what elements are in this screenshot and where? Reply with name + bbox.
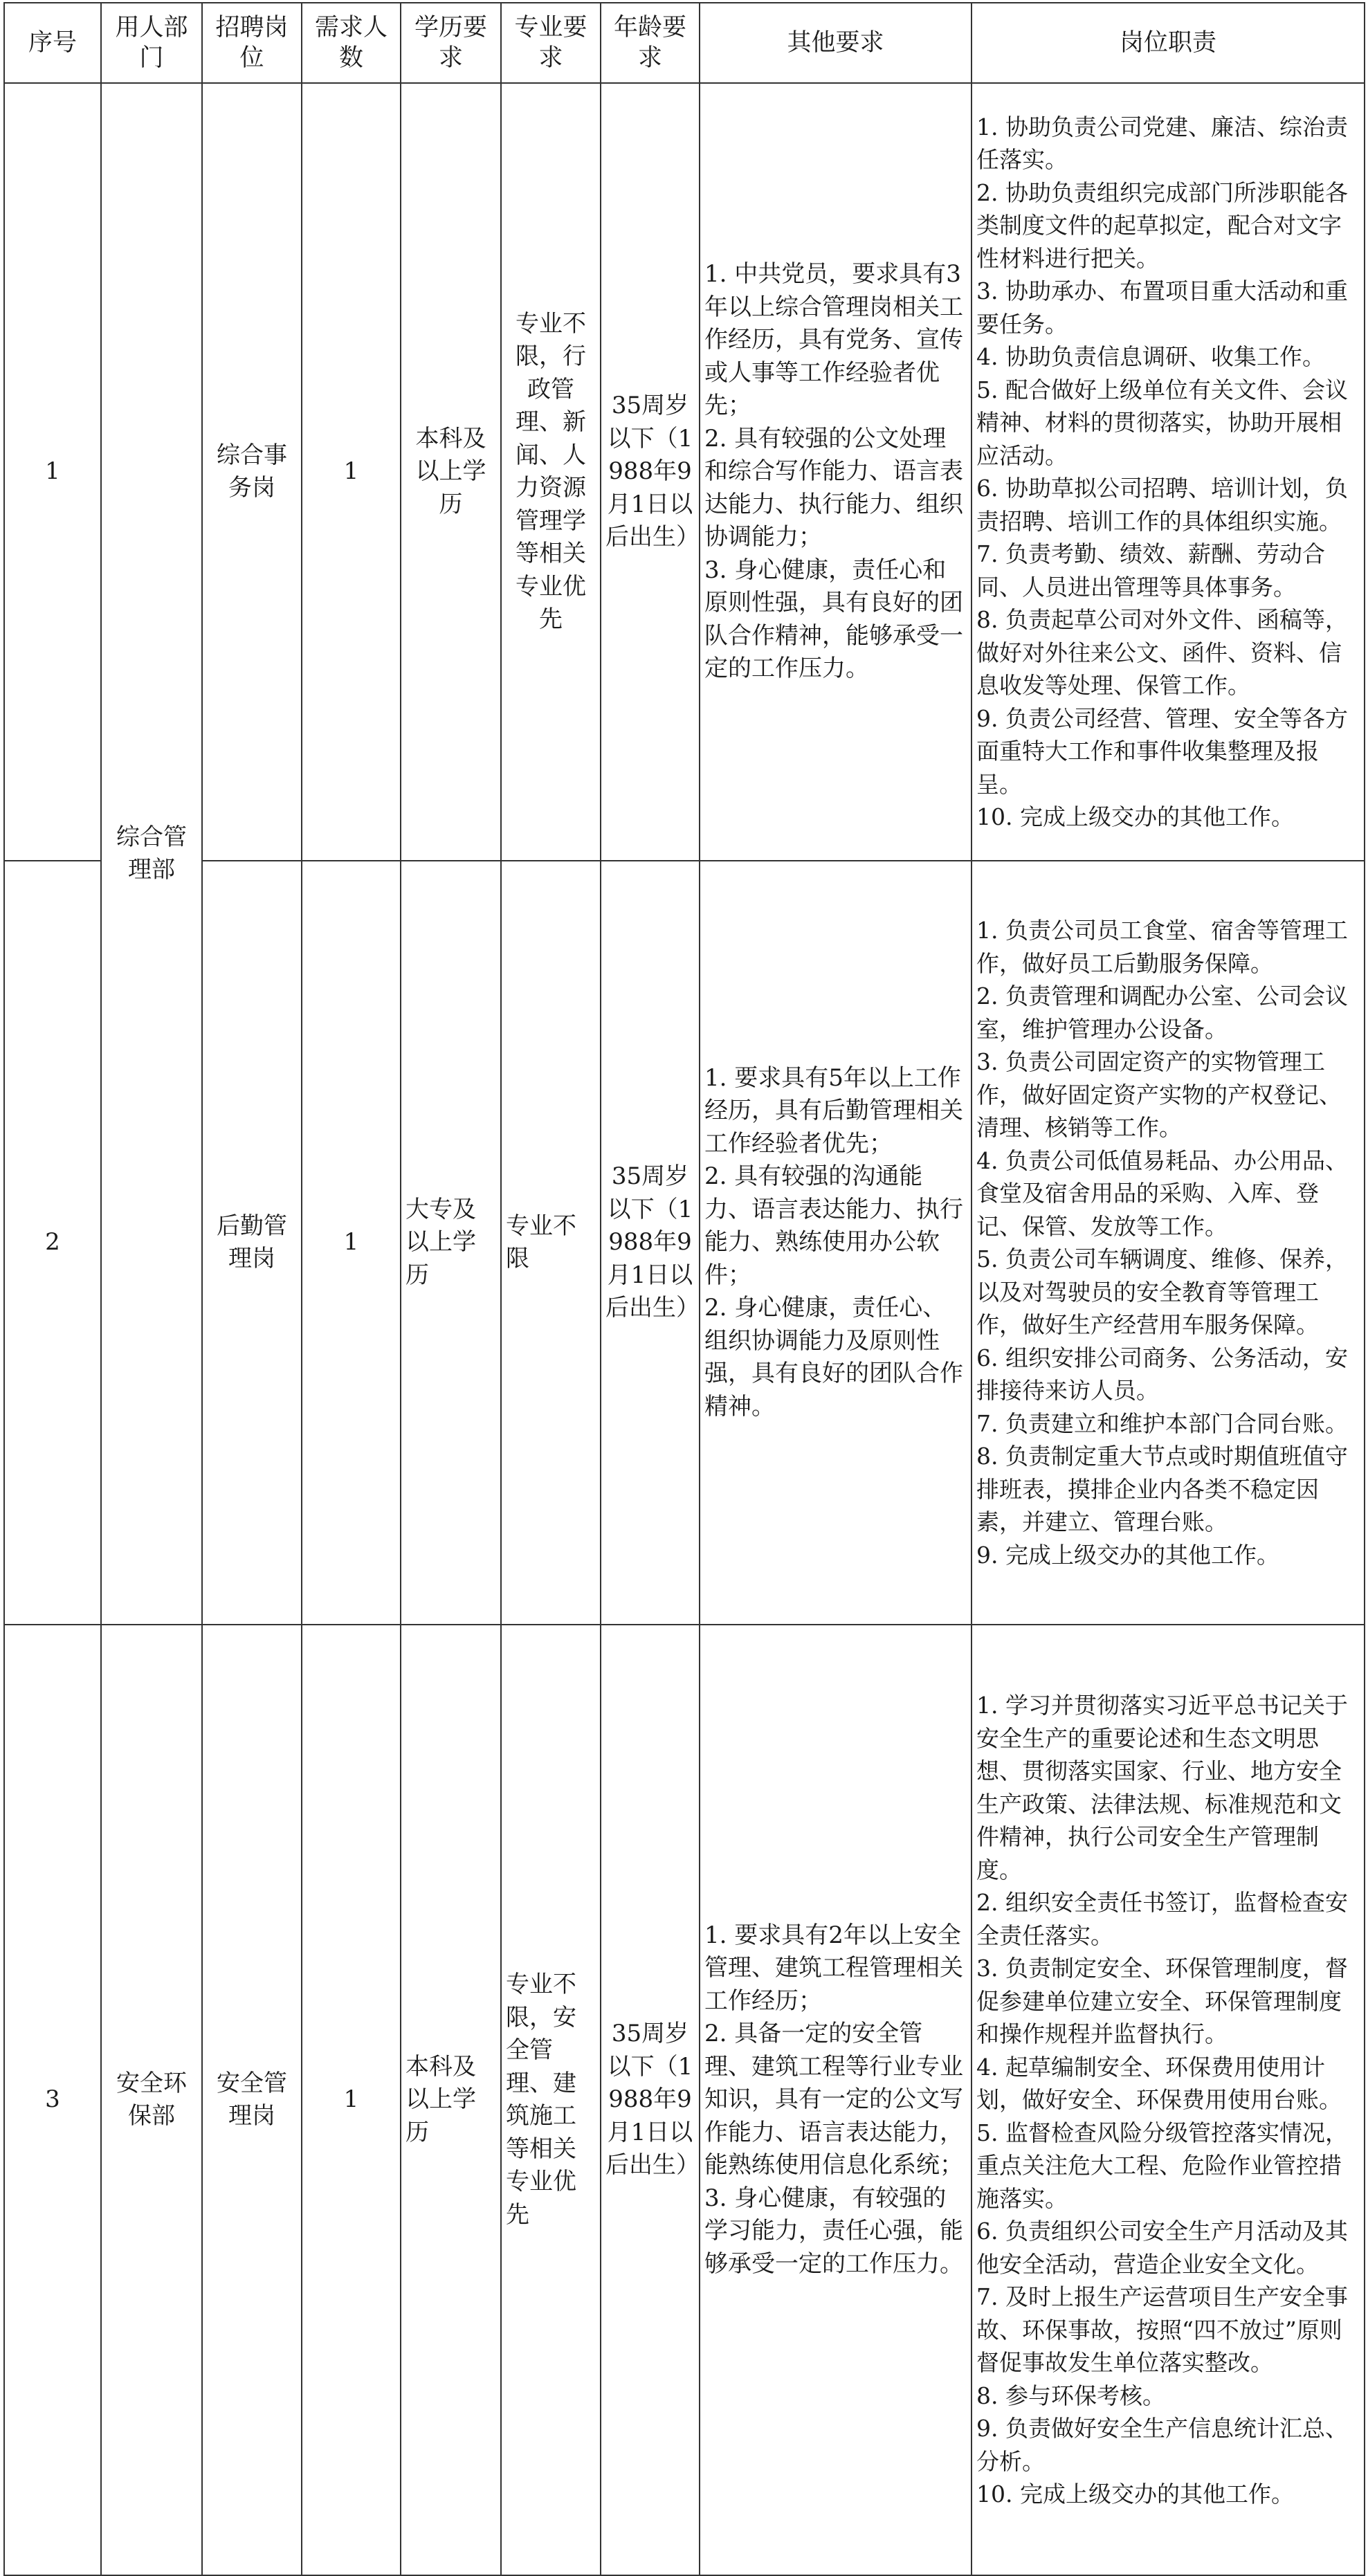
header-other: 其他要求 [700, 3, 972, 83]
duty-item: 2. 负责管理和调配办公室、公司会议室，维护管理办公设备。 [976, 983, 1348, 1043]
header-dept: 用人部门 [101, 3, 202, 83]
row-age: 35周岁以下（1988年9月1日以后出生） [601, 83, 700, 861]
row-duties [972, 1625, 1365, 2575]
duty-item: 4. 负责公司低值易耗品、办公用品、食堂及宿舍用品的采购、入库、登记、保管、发放等工作。 [976, 1147, 1348, 1240]
duty-item: 8. 负责起草公司对外文件、函稿等，做好对外往来公文、函件、资料、信息收发等处理、保管工作。 [976, 606, 1348, 699]
table-row [4, 1625, 1365, 2575]
row-duties [972, 861, 1365, 1625]
row-major: 专业不限 [501, 861, 601, 1625]
duty-item: 10. 完成上级交办的其他工作。 [976, 2481, 1294, 2508]
row-major: 专业不限，行政管理、新闻、人力资源管理学等相关专业优先 [501, 83, 601, 861]
duty-item: 9. 负责公司经营、管理、安全等各方面重特大工作和事件收集整理及报呈。 [976, 704, 1348, 798]
row-other-requirements [700, 1625, 972, 2575]
duty-item: 7. 负责考勤、绩效、薪酬、劳动合同、人员进出管理等具体事务。 [976, 540, 1325, 601]
header-count: 需求人数 [302, 3, 401, 83]
header-education: 学历要求 [401, 3, 501, 83]
duty-item: 3. 负责制定安全、环保管理制度，督促参建单位建立安全、环保管理制度和操作规程并监督执行。 [976, 1955, 1348, 2048]
row-count: 1 [302, 861, 401, 1625]
recruitment-table [3, 2, 1365, 2576]
row-other-requirements [700, 861, 972, 1625]
row-age: 35周岁以下（1988年9月1日以后出生） [601, 861, 700, 1625]
row-no: 2 [4, 861, 101, 1625]
duty-item: 5. 负责公司车辆调度、维修、保养，以及对驾驶员的安全教育等管理工作，做好生产经营用车服务保障。 [976, 1245, 1348, 1338]
duty-item: 3. 协助承办、布置项目重大活动和重要任务。 [976, 277, 1348, 338]
duty-item: 9. 完成上级交办的其他工作。 [976, 1541, 1279, 1569]
row-position: 安全管理岗 [202, 1625, 302, 2575]
duty-item: 6. 组织安排公司商务、公务活动，安排接待来访人员。 [976, 1344, 1348, 1404]
header-row [4, 3, 1365, 83]
row-education: 本科及以上学历 [401, 83, 501, 861]
duty-item: 4. 起草编制安全、环保费用使用计划，做好安全、环保费用使用台账。 [976, 2053, 1342, 2114]
duty-item: 6. 负责组织公司安全生产月活动及其他安全活动，营造企业安全文化。 [976, 2218, 1348, 2278]
row-age: 35周岁以下（1988年9月1日以后出生） [601, 1625, 700, 2575]
row-other-requirements [700, 83, 972, 861]
header-age: 年龄要求 [601, 3, 700, 83]
duty-item: 8. 参与环保考核。 [976, 2382, 1165, 2409]
table-row [4, 861, 1365, 1625]
duty-item: 10. 完成上级交办的其他工作。 [976, 803, 1294, 830]
duty-item: 4. 协助负责信息调研、收集工作。 [976, 343, 1325, 370]
duty-item: 1. 学习并贯彻落实习近平总书记关于安全生产的重要论述和生态文明思想、贯彻落实国家、行业、地方安全生产政策、法律法规、标准规范和文件精神，执行公司安全生产管理制度。 [976, 1692, 1348, 1883]
row-count: 1 [302, 83, 401, 861]
duty-item: 3. 负责公司固定资产的实物管理工作，做好固定资产实物的产权登记、清理、核销等工作。 [976, 1048, 1342, 1141]
row-position: 综合事务岗 [202, 83, 302, 861]
row-duties [972, 83, 1365, 861]
duty-item: 7. 及时上报生产运营项目生产安全事故、环保事故，按照“四不放过”原则督促事故发生单位落实整改。 [976, 2283, 1348, 2377]
row-count: 1 [302, 1625, 401, 2575]
duty-item: 5. 监督检查风险分级管控落实情况，重点关注危大工程、危险作业管控措施落实。 [976, 2119, 1348, 2212]
requirement-item: 1. 中共党员，要求具有3年以上综合管理岗相关工作经历，具有党务、宣传或人事等工作经验者优先； [704, 260, 963, 420]
requirement-item: 2. 具有较强的公文处理和综合写作能力、语言表达能力、执行能力、组织协调能力； [704, 424, 963, 551]
duty-item: 2. 组织安全责任书签订，监督检查安全责任落实。 [976, 1889, 1348, 1949]
row-no: 3 [4, 1625, 101, 2575]
duty-item: 2. 协助负责组织完成部门所涉职能各类制度文件的起草拟定，配合对文字性材料进行把关。 [976, 179, 1348, 272]
duty-item: 5. 配合做好上级单位有关文件、会议精神、材料的贯彻落实，协助开展相应活动。 [976, 376, 1348, 469]
requirement-item: 2. 具备一定的安全管理、建筑工程等行业专业知识，具有一定的公文写作能力、语言表达能力，能熟练使用信息化系统； [704, 2020, 963, 2180]
duty-item: 7. 负责建立和维护本部门合同台账。 [976, 1409, 1348, 1437]
duty-item: 6. 协助草拟公司招聘、培训计划，负责招聘、培训工作的具体组织实施。 [976, 475, 1348, 535]
row-dept: 安全环保部 [101, 1625, 202, 2575]
requirement-item: 2. 身心健康，责任心、组织协调能力及原则性强，具有良好的团队合作精神。 [704, 1294, 963, 1421]
header-no: 序号 [4, 3, 101, 83]
table-row [4, 83, 1365, 861]
duty-item: 1. 负责公司员工食堂、宿舍等管理工作，做好员工后勤服务保障。 [976, 917, 1348, 977]
duty-item: 9. 负责做好安全生产信息统计汇总、分析。 [976, 2415, 1348, 2475]
requirement-item: 3. 身心健康，责任心和原则性强，具有良好的团队合作精神，能够承受一定的工作压力。 [704, 556, 963, 683]
row-no: 1 [4, 83, 101, 861]
requirement-item: 3. 身心健康，有较强的学习能力，责任心强，能够承受一定的工作压力。 [704, 2184, 963, 2278]
row-position: 后勤管理岗 [202, 861, 302, 1625]
header-duties: 岗位职责 [972, 3, 1365, 83]
requirement-item: 2. 具有较强的沟通能力、语言表达能力、执行能力、熟练使用办公软件； [704, 1162, 963, 1289]
row-education: 大专及以上学历 [401, 861, 501, 1625]
row-education: 本科及以上学历 [401, 1625, 501, 2575]
header-major: 专业要求 [501, 3, 601, 83]
row-dept: 综合管理部 [101, 83, 202, 1625]
requirement-item: 1. 要求具有2年以上安全管理、建筑工程管理相关工作经历； [704, 1921, 963, 2015]
header-position: 招聘岗位 [202, 3, 302, 83]
requirement-item: 1. 要求具有5年以上工作经历，具有后勤管理相关工作经验者优先； [704, 1063, 963, 1158]
row-major: 专业不限，安全管理、建筑施工等相关专业优先 [501, 1625, 601, 2575]
duty-item: 8. 负责制定重大节点或时期值班值守排班表，摸排企业内各类不稳定因素，并建立、管理台账。 [976, 1443, 1348, 1535]
duty-item: 1. 协助负责公司党建、廉洁、综治责任落实。 [976, 113, 1348, 173]
